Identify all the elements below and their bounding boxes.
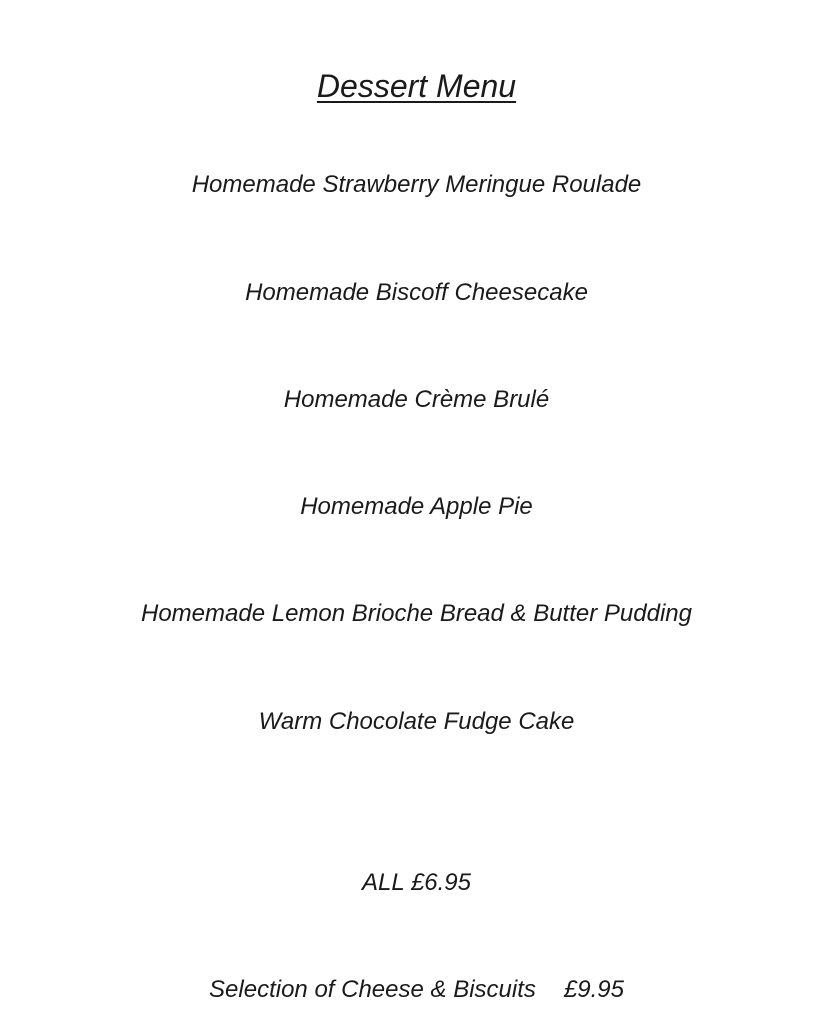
menu-title: Dessert Menu	[316, 68, 517, 104]
menu-item: Homemade Crème Brulé	[283, 386, 550, 413]
menu-item: Homemade Apple Pie	[300, 493, 533, 520]
menu-item: Warm Chocolate Fudge Cake	[258, 708, 575, 735]
all-desserts-price: ALL £6.95	[362, 869, 471, 896]
cheese-biscuits-label: Selection of Cheese & Biscuits	[209, 976, 536, 1003]
menu-item: Homemade Lemon Brioche Bread & Butter Pudding	[141, 600, 692, 627]
menu-item: Homemade Strawberry Meringue Roulade	[191, 171, 642, 198]
menu-item: Homemade Biscoff Cheesecake	[245, 279, 588, 306]
cheese-biscuits-price: £9.95	[563, 976, 624, 1003]
cheese-biscuits-line	[0, 978, 833, 1002]
